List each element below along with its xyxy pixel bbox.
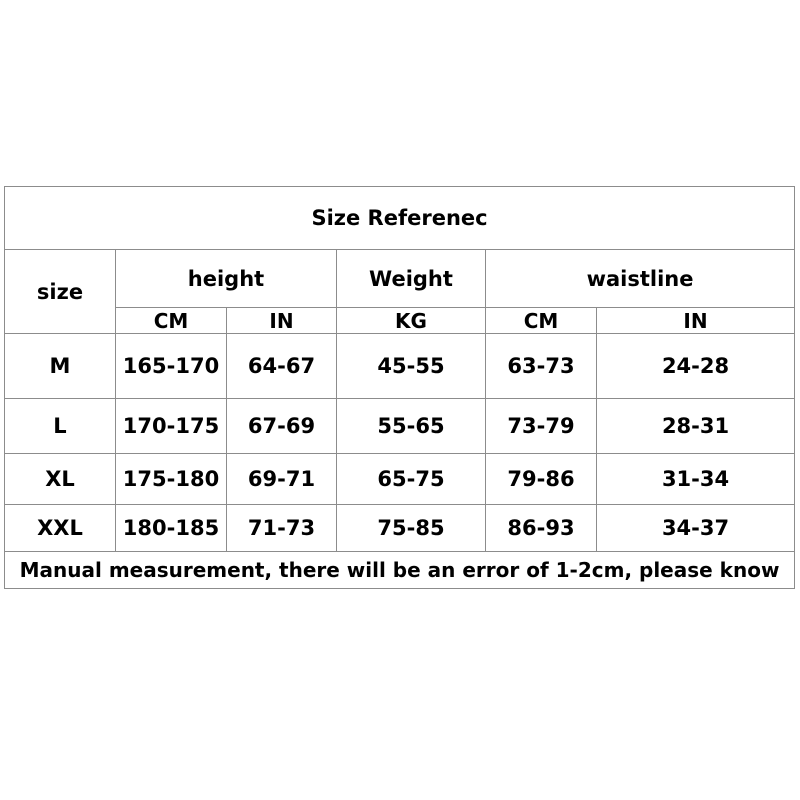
waist-in-cell: 28-31 [597, 399, 795, 454]
unit-row [5, 308, 795, 334]
weight-kg-cell: 55-65 [337, 399, 486, 454]
waist-in-cell: 34-37 [597, 505, 795, 552]
table-row [5, 454, 795, 505]
waist-cm-cell: 79-86 [486, 454, 597, 505]
height-cm-cell: 175-180 [116, 454, 227, 505]
waist-cm-cell: 73-79 [486, 399, 597, 454]
size-header: size [5, 250, 116, 334]
height-in-cell: 64-67 [227, 334, 337, 399]
measurement-note: Manual measurement, there will be an error of 1-2cm, please know [5, 552, 795, 589]
height-header: height [116, 250, 337, 308]
waistline-header: waistline [486, 250, 795, 308]
height-cm-cell: 165-170 [116, 334, 227, 399]
weight-kg-cell: 75-85 [337, 505, 486, 552]
weight-header: Weight [337, 250, 486, 308]
waist-in-cell: 24-28 [597, 334, 795, 399]
height-in-cell: 71-73 [227, 505, 337, 552]
table-row [5, 334, 795, 399]
size-cell: L [5, 399, 116, 454]
height-cm-cell: 170-175 [116, 399, 227, 454]
size-reference-table [4, 186, 795, 589]
unit-waist-cm: CM [486, 308, 597, 334]
size-cell: XL [5, 454, 116, 505]
height-in-cell: 67-69 [227, 399, 337, 454]
weight-kg-cell: 65-75 [337, 454, 486, 505]
note-row [5, 552, 795, 589]
height-cm-cell: 180-185 [116, 505, 227, 552]
table-title-row [5, 187, 795, 250]
waist-cm-cell: 63-73 [486, 334, 597, 399]
header-row [5, 250, 795, 308]
table-row [5, 505, 795, 552]
table-title: Size Referenec [5, 187, 795, 250]
unit-height-in: IN [227, 308, 337, 334]
unit-waist-in: IN [597, 308, 795, 334]
size-cell: M [5, 334, 116, 399]
waist-in-cell: 31-34 [597, 454, 795, 505]
waist-cm-cell: 86-93 [486, 505, 597, 552]
size-cell: XXL [5, 505, 116, 552]
table-row [5, 399, 795, 454]
height-in-cell: 69-71 [227, 454, 337, 505]
unit-height-cm: CM [116, 308, 227, 334]
unit-weight-kg: KG [337, 308, 486, 334]
weight-kg-cell: 45-55 [337, 334, 486, 399]
